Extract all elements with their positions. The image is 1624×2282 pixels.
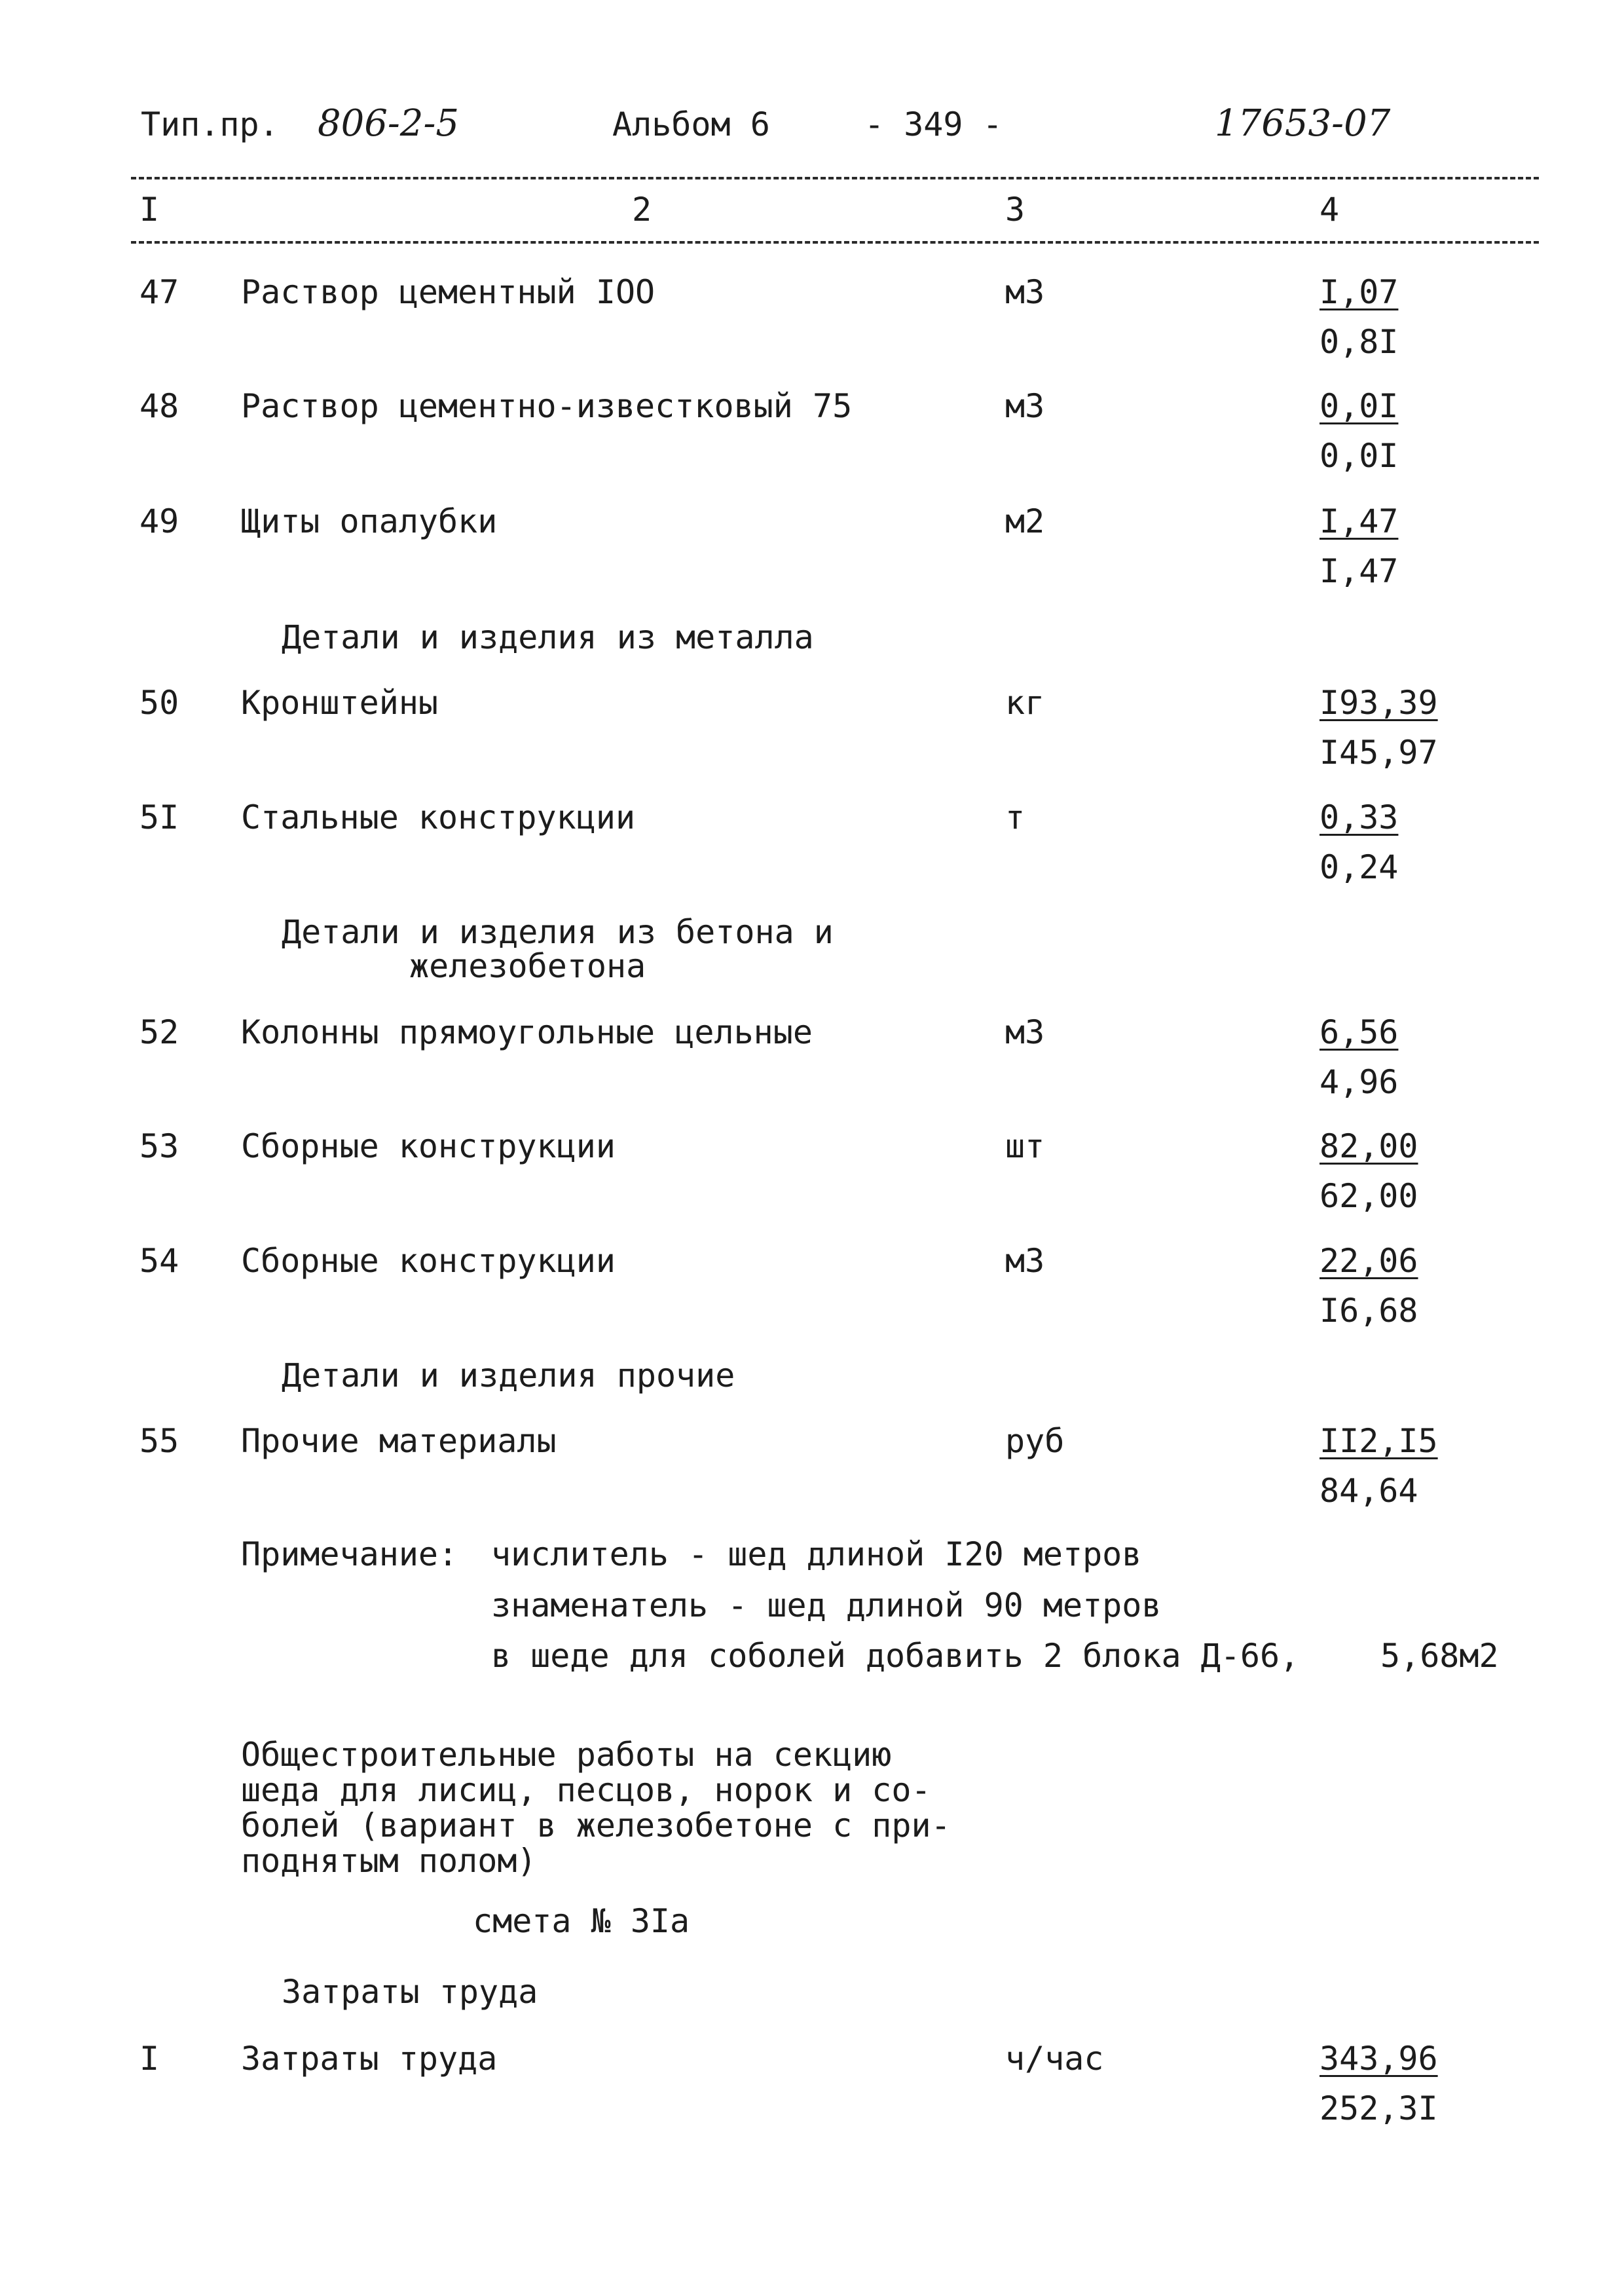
note-line: в шеде для соболей добавить 2 блока Д-66, <box>491 1637 1300 1675</box>
column-header-4: 4 <box>1320 191 1340 229</box>
row-name: Сборные конструкции <box>241 1242 616 1280</box>
header-tip-label: Тип.пр. <box>141 105 279 143</box>
row-value-denominator: I,47 <box>1320 552 1399 590</box>
row-value-numerator: I,07 <box>1320 273 1399 311</box>
note-line: знаменатель - шед длиной 90 метров <box>491 1586 1162 1624</box>
row-number: 48 <box>139 387 179 425</box>
row-unit: м3 <box>1005 1242 1045 1280</box>
row-value-numerator: 0,33 <box>1320 798 1399 836</box>
row-name: Прочие материалы <box>241 1422 557 1460</box>
row-unit: м2 <box>1005 502 1045 540</box>
row-number: 53 <box>139 1127 179 1165</box>
row-unit: ч/час <box>1005 2040 1104 2078</box>
row-value-denominator: I45,97 <box>1320 734 1438 772</box>
row-unit: руб <box>1005 1422 1065 1460</box>
estimate-title: смета № 3Iа <box>473 1902 690 1940</box>
row-number: 49 <box>139 502 179 540</box>
row-number: 50 <box>139 684 179 722</box>
row-number: I <box>139 2040 160 2078</box>
row-name: Затраты труда <box>241 2040 498 2078</box>
section-heading-continued: железобетона <box>409 947 646 985</box>
row-number: 55 <box>139 1422 179 1460</box>
description-paragraph: Общестроительные работы на секцию шеда для лисиц, песцов, норок и со- болей (вариант в железобетоне с при- поднятым полом) <box>241 1736 951 1880</box>
row-value-denominator: 0,8I <box>1320 323 1399 361</box>
row-value-denominator: I6,68 <box>1320 1292 1418 1330</box>
row-value-numerator: 22,06 <box>1320 1242 1418 1280</box>
row-value-denominator: 0,0I <box>1320 437 1399 475</box>
row-value-numerator: 82,00 <box>1320 1127 1418 1165</box>
row-value-numerator: I93,39 <box>1320 684 1438 722</box>
row-value-numerator: I,47 <box>1320 502 1399 540</box>
row-unit: шт <box>1005 1127 1045 1165</box>
table-header-top-rule <box>131 177 1539 179</box>
section-heading: Детали и изделия прочие <box>282 1356 735 1394</box>
header-page-number: - 349 - <box>864 105 1003 143</box>
row-number: 47 <box>139 273 179 311</box>
row-name: Кронштейны <box>241 684 439 722</box>
section-heading: Детали и изделия из бетона и <box>282 913 834 951</box>
row-number: 54 <box>139 1242 179 1280</box>
row-value-numerator: II2,I5 <box>1320 1422 1438 1460</box>
row-number: 52 <box>139 1013 179 1051</box>
column-header-1: I <box>139 191 160 229</box>
column-header-3: 3 <box>1005 191 1025 229</box>
row-value-denominator: 252,3I <box>1320 2089 1438 2127</box>
header-doc-number: 17653-07 <box>1215 102 1391 145</box>
row-name: Сборные конструкции <box>241 1127 616 1165</box>
row-unit: м3 <box>1005 1013 1045 1051</box>
note-line: числитель - шед длиной I20 метров <box>491 1535 1142 1573</box>
row-name: Раствор цементно-известковый 75 <box>241 387 853 425</box>
row-name: Щиты опалубки <box>241 502 498 540</box>
row-value-denominator: 4,96 <box>1320 1063 1399 1101</box>
row-unit: кг <box>1005 684 1045 722</box>
row-value-numerator: 343,96 <box>1320 2040 1438 2078</box>
row-value-denominator: 0,24 <box>1320 848 1399 886</box>
note-label: Примечание: <box>241 1535 458 1573</box>
row-value-numerator: 6,56 <box>1320 1013 1399 1051</box>
note-value: 5,68м2 <box>1380 1637 1499 1675</box>
row-unit: т <box>1005 798 1025 836</box>
row-name: Стальные конструкции <box>241 798 636 836</box>
header-project-code: 806-2-5 <box>318 102 459 145</box>
table-header-bottom-rule <box>131 241 1539 244</box>
header-album: Альбом 6 <box>612 105 770 143</box>
row-name: Колонны прямоугольные цельные <box>241 1013 813 1051</box>
section-heading: Затраты труда <box>282 1973 538 2011</box>
row-unit: м3 <box>1005 273 1045 311</box>
row-value-denominator: 84,64 <box>1320 1472 1418 1510</box>
row-value-denominator: 62,00 <box>1320 1177 1418 1215</box>
column-header-2: 2 <box>632 191 652 229</box>
section-heading: Детали и изделия из металла <box>282 618 814 656</box>
row-unit: м3 <box>1005 387 1045 425</box>
row-value-numerator: 0,0I <box>1320 387 1399 425</box>
row-name: Раствор цементный IOO <box>241 273 655 311</box>
row-number: 5I <box>139 798 179 836</box>
